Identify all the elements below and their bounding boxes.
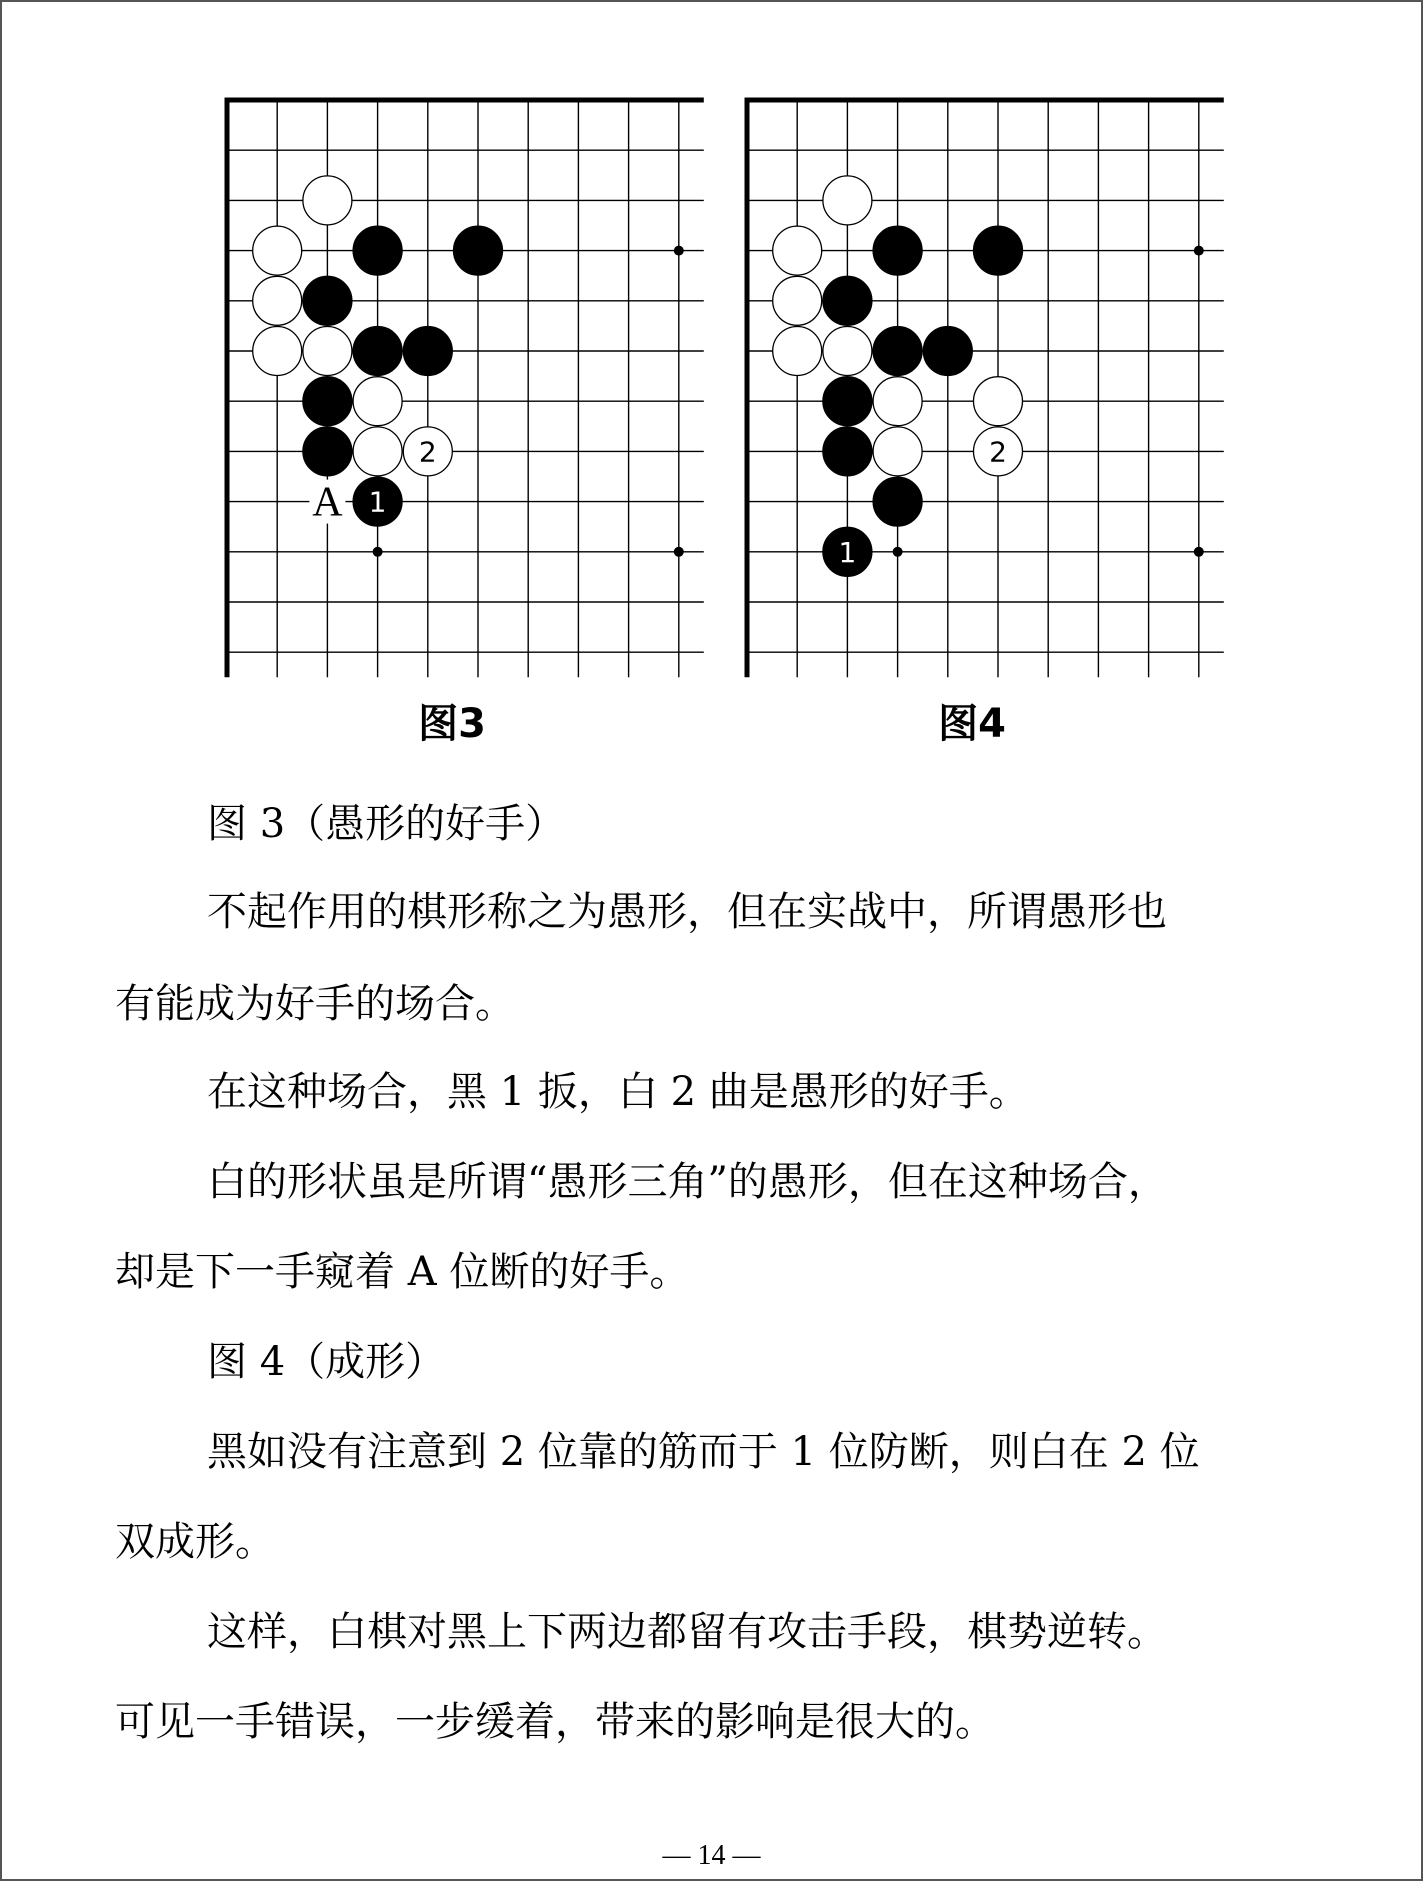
go-diagram-fig4: [742, 92, 1232, 692]
star-point: [373, 547, 383, 557]
paragraph-line: 这样，白棋对黑上下两边都留有攻击手段，棋势逆转。: [207, 1609, 1167, 1655]
point-label: A: [312, 479, 343, 526]
go-board-fig3: [222, 92, 712, 692]
move-number: 2: [418, 435, 437, 469]
paragraph-line: 黑如没有注意到 2 位靠的筋而于 1 位防断，则白在 2 位: [207, 1429, 1200, 1475]
paragraph-line: 不起作用的棋形称之为愚形，但在实战中，所谓愚形也: [207, 889, 1167, 935]
star-point: [1194, 246, 1204, 256]
white-stone: [873, 427, 922, 476]
white-stone: [353, 377, 402, 426]
move-number: 1: [838, 535, 857, 569]
black-stone: [823, 377, 872, 426]
star-point: [674, 246, 684, 256]
figure-caption-fig3: 图3: [418, 701, 486, 747]
white-stone: [303, 327, 352, 376]
section-heading-fig4: 图 4（成形）: [207, 1339, 446, 1385]
white-stone: [253, 226, 302, 275]
diagram-area: [2, 2, 1421, 762]
black-stone: [873, 327, 922, 376]
star-point: [674, 547, 684, 557]
black-stone: [353, 327, 402, 376]
black-stone: [873, 226, 922, 275]
paragraph-line: 双成形。: [115, 1519, 275, 1565]
white-stone: [353, 427, 402, 476]
white-stone: [253, 276, 302, 325]
black-stone: [974, 226, 1023, 275]
figure-caption-fig4: 图4: [938, 701, 1006, 747]
black-stone: [303, 427, 352, 476]
black-stone: [403, 327, 452, 376]
white-stone: [823, 176, 872, 225]
black-stone: [823, 276, 872, 325]
paragraph-line: 却是下一手窥着 A 位断的好手。: [115, 1249, 690, 1295]
page-number: — 14 —: [662, 1840, 761, 1871]
paragraph-line: 白的形状虽是所谓“愚形三角”的愚形，但在这种场合，: [207, 1159, 1168, 1205]
move-number: 1: [368, 485, 387, 519]
go-board-fig4: [742, 92, 1232, 692]
black-stone: [454, 226, 503, 275]
paragraph-line: 在这种场合，黑 1 扳，白 2 曲是愚形的好手。: [207, 1069, 1029, 1115]
white-stone: [823, 327, 872, 376]
black-stone: [303, 377, 352, 426]
move-number: 2: [989, 435, 1007, 469]
white-stone: [974, 377, 1023, 426]
star-point: [893, 547, 903, 557]
black-stone: [303, 276, 352, 325]
go-diagram-fig3: [222, 92, 712, 692]
black-stone: [823, 427, 872, 476]
white-stone: [303, 176, 352, 225]
black-stone: [353, 226, 402, 275]
black-stone: [923, 327, 972, 376]
white-stone: [773, 327, 822, 376]
white-stone: [773, 276, 822, 325]
paragraph-line: 可见一手错误，一步缓着，带来的影响是很大的。: [115, 1699, 995, 1745]
white-stone: [773, 226, 822, 275]
white-stone: [873, 377, 922, 426]
section-heading-fig3: 图 3（愚形的好手）: [207, 801, 566, 847]
paragraph-line: 有能成为好手的场合。: [115, 981, 515, 1027]
star-point: [1194, 547, 1204, 557]
black-stone: [873, 477, 922, 526]
white-stone: [253, 327, 302, 376]
